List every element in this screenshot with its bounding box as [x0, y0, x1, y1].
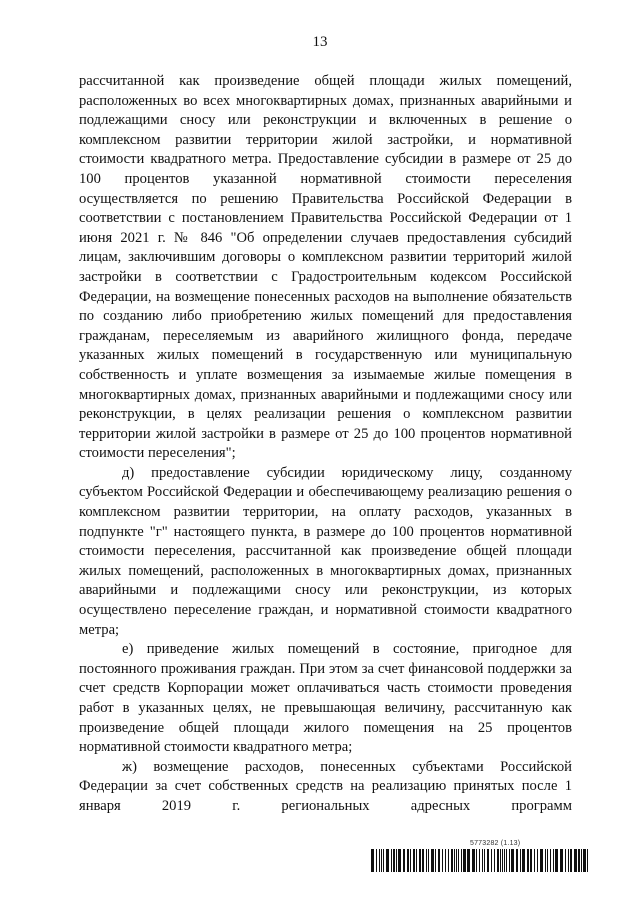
- barcode-icon: [371, 849, 591, 872]
- paragraph-item-e: е) приведение жилых помещений в состояние, пригодное для постоянного проживания граждан. При этом за счет финансовой поддержки за счет средств Корпорации может оплачиваться часть стоимости проведения работ в указанных целях, не превышающая величину, рассчитанную как произведение общей площади жилого помещения на 25 процентов нормативной стоимости квадратного метра;: [79, 641, 572, 756]
- paragraph-item-d: д) предоставление субсидии юридическому лицу, созданному субъектом Российской Федерации и обеспечивающему реализацию решения о комплексном развитии территории, на оплату расходов, указанных в подпункте "г" настоящего пункта, в размере до 100 процентов нормативной стоимости переселения, рассчитанной как произведение общей площади жилых помещений, расположенных в многоквартирных домах, признанных аварийными и подлежащими сносу или реконструкции, из которых осуществлено переселение граждан, и нормативной стоимости квадратного метра;: [79, 464, 572, 638]
- paragraph-item-zh: ж) возмещение расходов, понесенных субъектами Российской Федерации за счет собственных средств на реализацию принятых после 1 января 2019 г. региональных адресных программ: [79, 758, 572, 814]
- document-code: 5773282 (1.13): [470, 840, 521, 847]
- paragraph-continuation: рассчитанной как произведение общей площади жилых помещений, расположенных во всех многоквартирных домах, признанных аварийными и подлежащими сносу или реконструкции и включенных в решение о комплексном развитии территории жилой застройки, и нормативной стоимости квадратного метра. Предоставление субсидии в размере от 25 до 100 процентов указанной нормативной стоимости переселения осуществляется по решению Правительства Российской Федерации в соответствии с постановлением Правительства Российской Федерации от 1 июня 2021 г. № 846 "Об определении случаев предоставления субсидий лицам, заключившим договоры о комплексном развитии территорий жилой застройки в соответствии с Градостроительным кодексом Российской Федерации, на возмещение понесенных расходов на выполнение обязательств по созданию либо приобретению жилых помещений для предоставления гражданам, переселяемым из аварийного жилищного фонда, передаче указанных жилых помещений в государственную или муниципальную собственность и уплате возмещения за изымаемые жилые помещения в многоквартирных домах, признанных аварийными и подлежащими сносу или реконструкции, в целях реализации решения о комплексном развитии территории жилой застройки в размере от 25 до 100 процентов нормативной стоимости переселения";: [79, 73, 572, 462]
- document-body: [79, 72, 572, 817]
- page-number: 13: [312, 34, 328, 50]
